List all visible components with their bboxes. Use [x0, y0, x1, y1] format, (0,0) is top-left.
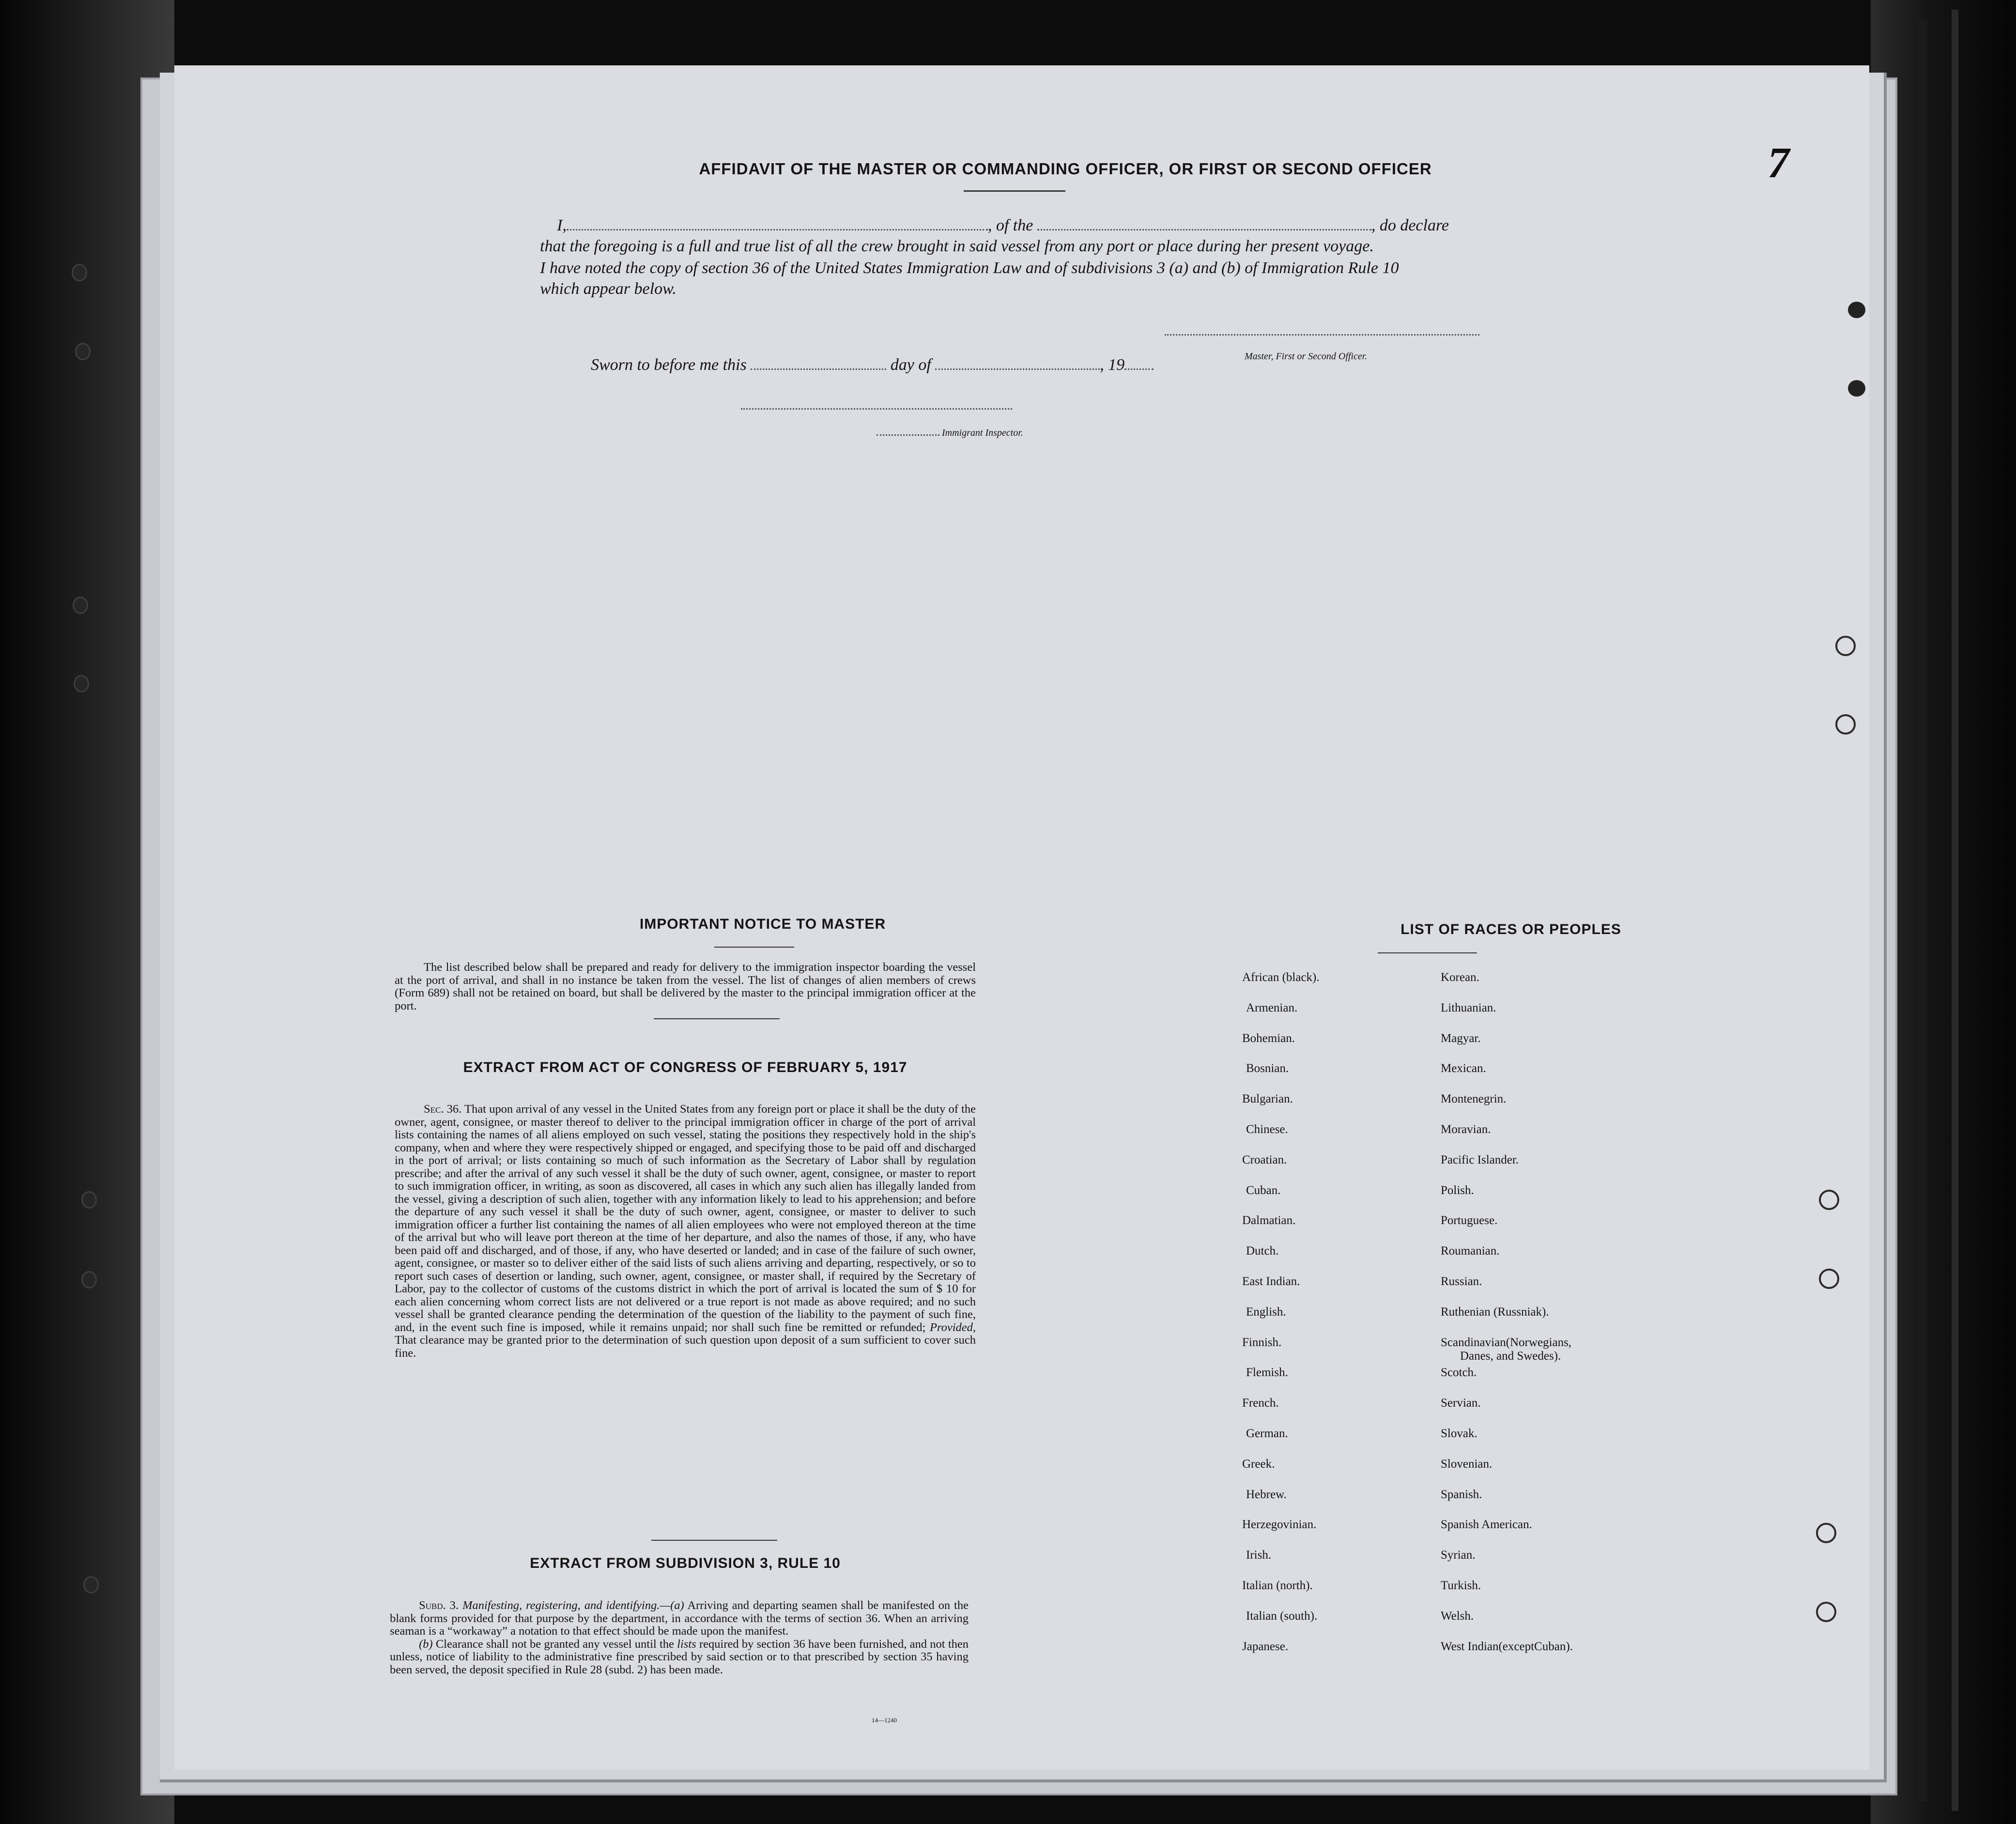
notice-rule [714, 947, 794, 948]
binder-hole [83, 1576, 99, 1594]
binder-hole [72, 264, 87, 281]
race-item: West Indian(exceptCuban). [1441, 1640, 1573, 1653]
form-number: 14—1240 [872, 1717, 897, 1724]
race-item: Spanish. [1441, 1487, 1482, 1501]
race-item: Polish. [1441, 1183, 1474, 1197]
race-item: Slovenian. [1441, 1457, 1493, 1471]
punch-hole [1835, 714, 1856, 735]
corner-mark: 7 [1768, 139, 1789, 187]
sworn-year-blank[interactable] [1124, 368, 1154, 370]
race-item: Slovak. [1441, 1427, 1477, 1440]
master-name-blank[interactable] [567, 229, 988, 230]
race-item: Chinese. [1246, 1123, 1288, 1136]
race-item: Dalmatian. [1242, 1214, 1296, 1227]
section-rule [651, 1540, 777, 1541]
extract-rule-text: Subd. 3. Manifesting, registering, and identifying.—(a) Arriving and departing seamen shall be manifested on the blank forms provided for that purpose by the department, in accordance with the terms of section 36. When an arriving seaman is a “workaway” a notation to that effect should be made upon the manifest. (b) Clearance shall not be granted any vessel until the lists required by section 36 have been furnished, and not then unless, notice of liability to the administrative fine prescribed by said section or to that prescribed by section 35 having been served, the deposit specified in Rule 28 (subd. 2) has been made. [390, 1599, 969, 1676]
race-item: Servian. [1441, 1396, 1481, 1410]
race-item: Cuban. [1246, 1183, 1281, 1197]
race-item: Danes, and Swedes). [1460, 1349, 1561, 1363]
race-item: Bohemian. [1242, 1031, 1295, 1045]
race-item: Magyar. [1441, 1031, 1481, 1045]
binder-hole [74, 675, 89, 692]
race-item: Turkish. [1441, 1579, 1481, 1592]
race-item: Ruthenian (Russniak). [1441, 1305, 1549, 1318]
race-item: Croatian. [1242, 1153, 1287, 1166]
race-item: Korean. [1441, 971, 1479, 984]
race-item: Welsh. [1441, 1609, 1474, 1623]
punch-hole [1819, 1269, 1839, 1289]
race-item: Bulgarian. [1242, 1092, 1293, 1106]
race-item: Scotch. [1441, 1366, 1477, 1379]
race-item: Portuguese. [1441, 1214, 1498, 1227]
race-item: African (black). [1242, 971, 1320, 984]
binder-hole [73, 597, 88, 614]
race-item: Dutch. [1246, 1244, 1279, 1258]
race-item: Italian (south). [1246, 1609, 1318, 1623]
races-rule [1378, 952, 1477, 953]
punch-hole [1816, 1602, 1836, 1622]
race-item: Bosnian. [1246, 1062, 1289, 1075]
races-title: LIST OF RACES OR PEOPLES [1400, 921, 1621, 937]
race-item: German. [1246, 1427, 1288, 1440]
affidavit-title: AFFIDAVIT OF THE MASTER OR COMMANDING OFFICER, OR FIRST OR SECOND OFFICER [699, 160, 1432, 178]
affidavit-line-1: I, , of the , do declare [557, 216, 1449, 234]
signature-caption: Master, First or Second Officer. [1245, 351, 1368, 362]
race-item: East Indian. [1242, 1275, 1300, 1288]
affidavit-line-3: I have noted the copy of section 36 of the United States Immigration Law and of subdivisions 3 (a) and (b) of Immigration Rule 10 [540, 259, 1399, 277]
race-item: Lithuanian. [1441, 1001, 1496, 1014]
race-item: Greek. [1242, 1457, 1275, 1471]
race-item: Roumanian. [1441, 1244, 1500, 1258]
binder-hole [75, 343, 91, 360]
section-rule [654, 1018, 780, 1019]
race-item: Herzegovinian. [1242, 1518, 1317, 1532]
race-item: Flemish. [1246, 1366, 1288, 1379]
affidavit-line-2: that the foregoing is a full and true list of all the crew brought in said vessel from any port or place during her present voyage. [540, 237, 1374, 255]
extract-act-title: EXTRACT FROM ACT OF CONGRESS OF FEBRUARY 5, 1917 [463, 1059, 908, 1075]
inspector-caption: Immigrant Inspector. [877, 428, 1023, 439]
race-item: Hebrew. [1246, 1487, 1287, 1501]
race-item: Moravian. [1441, 1123, 1491, 1136]
race-item: Japanese. [1242, 1640, 1289, 1653]
race-item: Irish. [1246, 1548, 1272, 1562]
race-item: Scandinavian(Norwegians, [1441, 1335, 1572, 1349]
punch-hole [1819, 1190, 1839, 1210]
officer-signature-blank[interactable] [1165, 334, 1479, 336]
punch-hole [1848, 302, 1865, 318]
extract-act-text: Sec. 36. That upon arrival of any vessel in the United States from any foreign port or place it shall be the duty of the owner, agent, consignee, or master thereof to deliver to the principal immigration officer in charge of the port of arrival lists containing the names of all aliens employed on such vessel, stating the positions they respectively hold in the ship's company, when and where they were respectively shipped or engaged, and specifying those to be paid off and discharged in the port of arrival; or lists containing so much of such information as the Secretary of Labor shall by regulation prescribe; and after the arrival of any such vessel it shall be the duty of such owner, agent, consignee, or master to report to such immigration officer, in writing, as soon as discovered, all cases in which any such alien has illegally landed from the vessel, giving a description of such alien, together with any information likely to lead to his apprehension; and before the departure of any such vessel it shall be the duty of such owner, agent, consignee, or master to deliver to such immigration officer a further list containing the names of all alien employees who were not employed thereon at the time of the arrival but who will leave port thereon at the time of her departure, and also the names of those, if any, who have been paid off and discharged, and of those, if any, who have deserted or landed; and in case of the failure of such owner, agent, consignee, or master so to deliver either of the said lists of such aliens arriving and departing, respectively, or so to report such cases of desertion or landing, such owner, agent, consignee, or master shall, if required by the Secretary of Labor, pay to the collector of customs of the customs district in which the port of arrival is located the sum of $ 10 for each alien concerning whom correct lists are not delivered or a true report is not made as above required; and no such vessel shall be granted clearance pending the determination of the question of the liability to the payment of such fine, and, in the event such fine is imposed, while it remains unpaid; nor shall such fine be remitted or refunded; Provided, That clearance may be granted prior to the determination of such question upon deposit of a sum sufficient to cover such fine. [395, 1103, 976, 1360]
document-page [174, 65, 1869, 1770]
sworn-day-blank[interactable] [751, 368, 886, 370]
sworn-month-blank[interactable] [935, 368, 1100, 370]
binder-hole [81, 1271, 97, 1288]
race-item: Pacific Islander. [1441, 1153, 1519, 1166]
race-item: English. [1246, 1305, 1286, 1318]
race-item: Montenegrin. [1441, 1092, 1507, 1106]
race-item: French. [1242, 1396, 1279, 1410]
punch-hole [1848, 380, 1865, 397]
punch-hole [1816, 1523, 1836, 1543]
race-item: Italian (north). [1242, 1579, 1313, 1592]
sworn-line: Sworn to before me this day of , 19 [591, 356, 1154, 374]
race-item: Russian. [1441, 1275, 1482, 1288]
affidavit-line-4: which appear below. [540, 280, 677, 298]
vessel-name-blank[interactable] [1037, 229, 1371, 230]
race-item: Syrian. [1441, 1548, 1476, 1562]
scan-border-strip [1918, 19, 1927, 1801]
race-item: Finnish. [1242, 1335, 1282, 1349]
notice-title: IMPORTANT NOTICE TO MASTER [639, 916, 886, 932]
notice-text: The list described below shall be prepared and ready for delivery to the immigration inspector boarding the vessel at the port of arrival, and shall in no instance be taken from the vessel. The list of changes of alien members of crews (Form 689) shall not be retained on board, but shall be delivered by the master to the principal immigration officer at the port. [395, 961, 976, 1012]
extract-rule-title: EXTRACT FROM SUBDIVISION 3, RULE 10 [530, 1555, 841, 1571]
binder-hole [81, 1191, 97, 1209]
inspector-signature-blank[interactable] [741, 408, 1012, 410]
race-item: Spanish American. [1441, 1518, 1532, 1532]
title-rule [964, 190, 1065, 192]
scan-border-strip [1952, 10, 1958, 1811]
race-item: Armenian. [1246, 1001, 1298, 1014]
punch-hole [1835, 636, 1856, 656]
race-item: Mexican. [1441, 1062, 1486, 1075]
